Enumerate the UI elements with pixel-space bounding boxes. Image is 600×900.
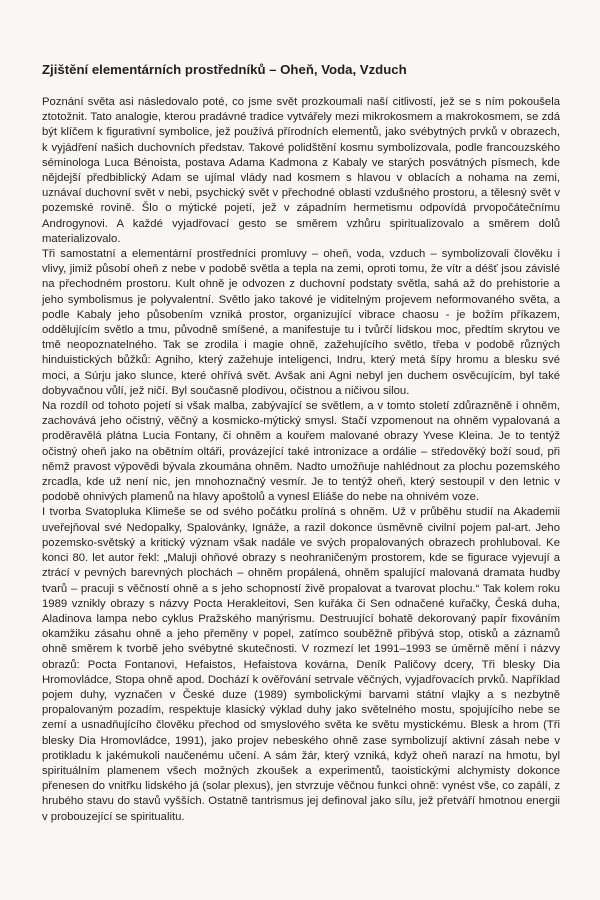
paragraph: Tři samostatní a elementární prostředníci promluvy – oheň, voda, vzduch – symbolizovali člověku i vlivy, jimiž působí oheň z nebe v podobě světla a tepla na zemi, oproti tomu, že vítr a déšť jsou závislé na přechodném prostoru. Kult ohně je odvozen z duchovní podstaty světla, sahá až do prehistorie a jeho symbolismus je polyvalentní. Světlo jako takové je viditelným projevem neformovaného světa, a podle Kabaly jeho působením vzniká prostor, organizující vibrace chaosu - je božím příkazem, oddělujícím světlo a tmu, původně smíšené, a manifestuje tu i tvůrčí lidskou moc, předtím skrytou ve tmě neopoznatelného. Tak se zrodila i magie ohně, zažehujícího světlo, třeba v podobě různých hinduistických bůžků: Agniho, který zažehuje inteligenci, Indru, který metá šípy hromu a blesku své moci, a Súrju jako slunce, které ohřívá svět. Avšak ani Agni nebyl jen duchem osvěcujícím, byl také dobyvačnou vůlí, jež ničí. Byl současně plodivou, očistnou a ničivou silou. [42,248,560,397]
paragraph: I tvorba Svatopluka Klimeše se od svého počátku prolíná s ohněm. Už v průběhu studií na Akademii uveřejňoval své Nedopalky, Spalovánky, Ignáže, a razil dokonce úsměvně civilní pojem pal-art. Jeho pozemsko-světský a kritický význam však nadále ve svých propalovaných obrazech prohluboval. Ke konci 80. let autor řekl: „Maluji ohňové obrazy s neohraničeným prostorem, kde se figurace vyjevují a ztrácí v pevných barevných plochách – ohněm propálená, ohněm spalující malovaná dramata hudby tvarů – pracuji s věčností ohně a s jeho schopností živě propalovat a tvarovat plochu.“ Tak kolem roku 1989 vznikly obrazy s názvy Pocta Herakleitovi, Sen kuřáka či Sen odnačené kuřačky, Česká duha, Aladinova lampa nebo cyklus Pražského manýrismu. Destruující bohatě dekorovaný papír fixováním okamžiku zásahu ohně a jeho přeměny v popel, zatímco souběžně přibývá stop, otisků a záznamů ohně směrem k tvorbě jeho svébytné skutečnosti. V rozmezí let 1991–1993 se úměrně mění i názvy obrazů: Pocta Fontanovi, Hefaistos, Hefaistova kovárna, Deník Paličovy dcery, Tři blesky Dia Hromovládce, Stopa ohně apod. Dochází k ověřování setrvale věčných, vyjadřovacích prvků. Například pojem duhy, vyznačen v České duze (1989) symbolickými barvami státní vlajky a s nezbytně propalovaným pozadím, respektuje klasický výklad duhy jako světelného mostu, spojujícího nebe se zemí a usnadňujícího člověku přechod od smyslového světa ke světu mystickému. Blesk a hrom (Tři blesky Dia Hromovládce, 1991), jako projev nebeského ohně zase symbolizují aktivní zásah nebe v protikladu k jakémukoli naučenému učení. A sám žár, který vzniká, když oheň narazí na hmotu, byl spirituálním plamenem všech možných zkoušek a experimentů, taoistickými alchymisty dokonce přenesen do vnitřku lidského já (solar plexus), jen stvrzuje věčnou funkci ohně: vynést vše, co zapálí, z hrubého stavu do stavů vyšších. Ostatně tantrismus jej definoval jako sílu, jež přetváří hmotnou energii v probouzející se spiritualitu. [42,506,560,823]
article-body [42,95,560,825]
article-title: Zjištění elementárních prostředníků – Oheň, Voda, Vzduch [42,62,407,77]
paragraph: Na rozdíl od tohoto pojetí si však malba, zabývající se světlem, a v tomto století zdůrazněně i ohněm, zachovává jeho očistný, věčný a kosmicko-mýtický smysl. Stačí vzpomenout na ohněm vypalovaná a proděravělá plátna Lucia Fontany, či ohněm a kouřem malované obrazy Yvese Kleina. Je to tentýž očistný oheň jako na obětním oltáři, provázející také intronizace a ordálie – středověký boží soud, při němž pravost výpovědi bývala zkoumána ohněm. Nadto umožňuje nahlédnout za plochu pozemského zrcadla, kde už není nic, jen mnohoznačný vesmír. Je to tentýž oheň, který sestoupil v den letnic v podobě ohnivých plamenů na hlavy apoštolů a vynesl Eliáše do nebe na ohnivém voze. [42,400,560,504]
paragraph: Poznání světa asi následovalo poté, co jsme svět prozkoumali naší citlivostí, jež se s ním pokoušela ztotožnit. Tato analogie, kterou pradávné tradice vytvářely mezi mikrokosmem a makrokosmem, se zdá být klíčem k figurativní symbolice, jež používá přírodních elementů, jako svébytných prvků v obrazech, k vyjádření našich duchovních představ. Takové polidštění kosmu symbolizovala, podle francouzského séminologa Luca Bénoista, postava Adama Kadmona z Kabaly ve starých posvátných písmech, kde nějdejší předbiblický Adam se ujímal vlády nad kosmem s hlavou v oblacích a nohama na zemi, uznávaí duchovní svět v nebi, psychický svět v přechodné oblasti vzdušného prostoru, a tělesný svět v pozemské rovině. Šlo o mýtické pojetí, jež v západním hermetismu odpovídá prvopočátečnímu Androgynovi. A každé vyjadřovací gesto se směrem vzhůru spiritualizovalo a směrem dolů materializovalo. [42,96,560,245]
